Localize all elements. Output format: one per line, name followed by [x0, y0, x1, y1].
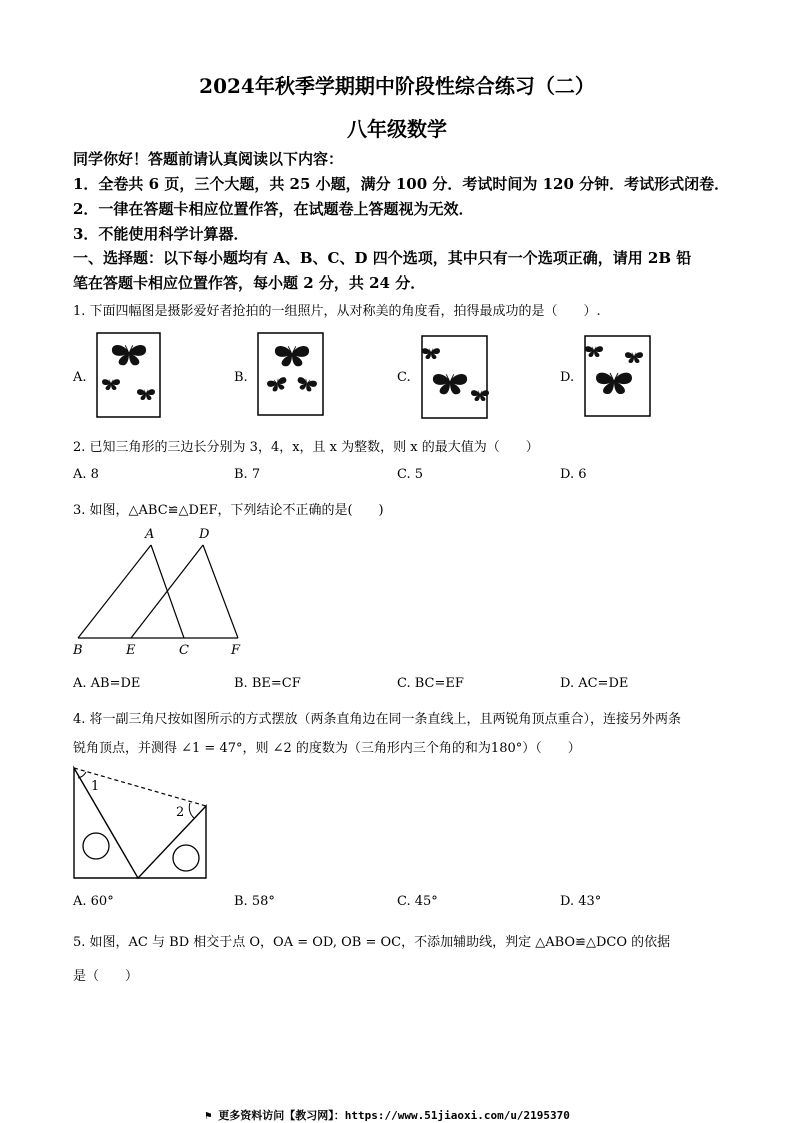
question-1-stem: 1. 下面四幅图是摄影爱好者抢拍的一组照片，从对称美的角度看，拍得最成功的是（ ）.: [73, 304, 601, 319]
instruction-item: 2．一律在答题卡相应位置作答，在试题卷上答题视为无效．: [73, 200, 474, 218]
q4-option-d: D. 43°: [560, 894, 602, 909]
q2-option-a: A. 8: [73, 467, 99, 482]
q3-option-b: B. BE=CF: [234, 676, 301, 691]
q1-option-c-label: C.: [397, 370, 411, 385]
q4-option-b: B. 58°: [234, 894, 275, 909]
footer-link[interactable]: [205, 1107, 570, 1123]
q4-angle-1-label: 1: [91, 779, 100, 794]
q4-angle-2-label: 2: [176, 805, 185, 820]
q2-option-c: C. 5: [397, 467, 424, 482]
q2-option-d: D. 6: [560, 467, 587, 482]
section-heading: 一、选择题：以下每小题均有 A、B、C、D 四个选项，其中只有一个选项正确，请用 2B 铅: [73, 249, 692, 267]
question-5-stem-line2: 是（ ）: [73, 969, 139, 984]
q3-label-c: C: [179, 643, 189, 658]
q3-label-d: D: [199, 527, 210, 542]
question-4-stem-line2: 锐角顶点，并测得 ∠1 = 47°，则 ∠2 的度数为（三角形内三个角的和为180°）（ ）: [73, 741, 581, 756]
q3-option-c: C. BC=EF: [397, 676, 464, 691]
instructions-greeting: 同学你好！答题前请认真阅读以下内容：: [73, 150, 344, 168]
q1-option-d-label: D.: [560, 370, 575, 385]
q3-label-b: B: [73, 643, 83, 658]
footer-text: 更多资料访问【教习网】：https://www.51jiaoxi.com/u/2195370: [218, 1109, 570, 1122]
q3-option-d: D. AC=DE: [560, 676, 629, 691]
question-4-stem-line1: 4. 将一副三角尺按如图所示的方式摆放（两条直角边在同一条直线上，且两锐角顶点重合），连接另外两条: [73, 712, 682, 727]
instruction-item: 1．全卷共 6 页，三个大题，共 25 小题，满分 100 分．考试时间为 120 分钟．考试形式闭卷．: [73, 175, 730, 193]
q1-option-a-label: A.: [73, 370, 87, 385]
q1-option-b-label: B.: [234, 370, 248, 385]
page-subtitle: 八年级数学: [347, 117, 447, 141]
question-5-stem-line1: 5. 如图，AC 与 BD 相交于点 O，OA = OD, OB = OC，不添加辅助线，判定 △ABO≌△DCO 的依据: [73, 935, 671, 950]
instruction-item: 3．不能使用科学计算器．: [73, 225, 249, 243]
q3-label-f: F: [231, 643, 241, 658]
question-3-stem: 3. 如图，△ABC≌△DEF，下列结论不正确的是( ): [73, 503, 384, 518]
q3-label-e: E: [126, 643, 136, 658]
question-2-stem: 2. 已知三角形的三边长分别为 3，4，x，且 x 为整数，则 x 的最大值为（ ）: [73, 440, 539, 455]
q3-option-a: A. AB=DE: [73, 676, 141, 691]
flag-icon: ⚑: [205, 1109, 219, 1122]
section-heading: 笔在答题卡相应位置作答，每小题 2 分，共 24 分．: [73, 274, 426, 292]
q3-label-a: A: [145, 527, 155, 542]
q4-option-a: A. 60°: [73, 894, 114, 909]
q2-option-b: B. 7: [234, 467, 261, 482]
page-title: 2024年秋季学期期中阶段性综合练习（二）: [199, 74, 595, 98]
q4-option-c: C. 45°: [397, 894, 438, 909]
